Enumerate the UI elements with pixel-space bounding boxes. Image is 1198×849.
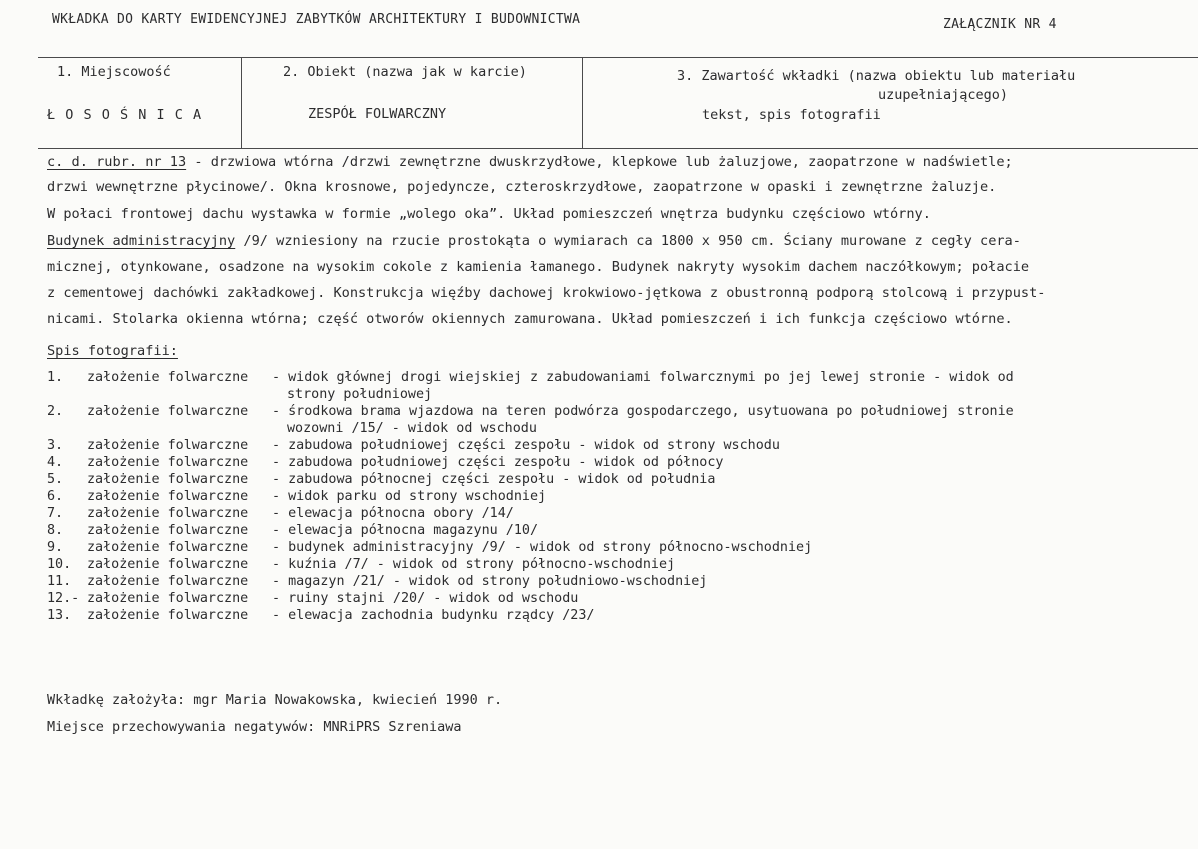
body-p2-line1 xyxy=(47,233,1021,249)
photo-item-number: 10. xyxy=(47,557,72,572)
photo-item-number: 11. xyxy=(47,574,72,589)
col3-label-line2: uzupełniającego) xyxy=(878,87,1009,103)
photo-item-description: - elewacja północna magazynu /10/ xyxy=(272,523,539,538)
col1-label: 1. Miejscowość xyxy=(57,64,171,80)
photo-item-number: 4. xyxy=(47,455,64,470)
col3-label-line1: 3. Zawartość wkładki (nazwa obiektu lub materiału xyxy=(677,68,1076,84)
body-p2-line2: micznej, otynkowane, osadzone na wysokim cokole z kamienia łamanego. Budynek nakryty wysokim dachem naczółkowym; połacie xyxy=(47,259,1030,275)
photo-item-description: - zabudowa południowej części zespołu - widok od strony wschodu xyxy=(272,438,780,453)
col2-label: 2. Obiekt (nazwa jak w karcie) xyxy=(283,64,527,80)
body-p2-line3: z cementowej dachówki zakładkowej. Konstrukcja więźby dachowej krokwiowo-jętkowa z obustronną podporą stolcową i przypust- xyxy=(47,285,1046,301)
photo-item-subject: założenie folwarczne xyxy=(87,404,249,419)
photo-item-subject: założenie folwarczne xyxy=(87,591,249,606)
photo-item-subject: założenie folwarczne xyxy=(87,438,249,453)
photo-item-number: 1. xyxy=(47,370,64,385)
body-p1-line1-text: - drzwiowa wtórna /drzwi zewnętrzne dwuskrzydłowe, klepkowe lub żaluzjowe, zaopatrzone w nadświetle; xyxy=(186,154,1013,170)
photo-item-description: - budynek administracyjny /9/ - widok od strony północno-wschodniej xyxy=(272,540,813,555)
col2-value: ZESPÓŁ FOLWARCZNY xyxy=(308,106,447,122)
photo-item-number: 5. xyxy=(47,472,64,487)
photo-item-number: 12.- xyxy=(47,591,80,606)
photo-item-description: - ruiny stajni /20/ - widok od wschodu xyxy=(272,591,579,606)
footer-storage: Miejsce przechowywania negatywów: MNRiPRS Szreniawa xyxy=(47,719,462,735)
photo-item-number: 2. xyxy=(47,404,64,419)
body-p1-ref: c. d. rubr. nr 13 xyxy=(47,154,187,170)
photo-item-subject: założenie folwarczne xyxy=(87,472,249,487)
photo-item-description: - środkowa brama wjazdowa na teren podwórza gospodarczego, usytuowana po południowej stronie xyxy=(272,404,1014,419)
photo-item-number: 7. xyxy=(47,506,64,521)
photo-item-subject: założenie folwarczne xyxy=(87,574,249,589)
photo-item-description: - magazyn /21/ - widok od strony południowo-wschodniej xyxy=(272,574,708,589)
photo-item-subject: założenie folwarczne xyxy=(87,455,249,470)
photo-item-description: - elewacja północna obory /14/ xyxy=(272,506,514,521)
photo-item-subject: założenie folwarczne xyxy=(87,540,249,555)
body-p2-line4: nicami. Stolarka okienna wtórna; część otworów okiennych zamurowana. Układ pomieszczeń i ich funkcja częściowo wtórne. xyxy=(47,311,1013,327)
col3-value: tekst, spis fotografii xyxy=(702,107,881,123)
photo-item-subject: założenie folwarczne xyxy=(87,557,249,572)
table-divider-1 xyxy=(241,57,242,148)
body-p1-line1 xyxy=(47,154,1013,170)
photo-item-number: 9. xyxy=(47,540,64,555)
table-bottom-border xyxy=(38,148,1198,149)
body-p1-line2: drzwi wewnętrzne płycinowe/. Okna krosnowe, pojedyncze, czteroskrzydłowe, zaopatrzone w opaski i zewnętrzne żaluzje. xyxy=(47,179,997,195)
table-top-border xyxy=(38,57,1198,58)
attachment-number: ZAŁĄCZNIK NR 4 xyxy=(943,17,1057,32)
photo-item-subject: założenie folwarczne xyxy=(87,523,249,538)
photo-item-description: - widok głównej drogi wiejskiej z zabudowaniami folwarcznymi po jej lewej stronie - widok od xyxy=(272,370,1014,385)
photo-item-description: - widok parku od strony wschodniej xyxy=(272,489,547,504)
photo-item-description-continued: wozowni /15/ - widok od wschodu xyxy=(287,421,537,436)
photo-item-number: 6. xyxy=(47,489,64,504)
photo-item-description: - kuźnia /7/ - widok od strony północno-wschodniej xyxy=(272,557,676,572)
photo-item-description: - zabudowa południowej części zespołu - widok od północy xyxy=(272,455,724,470)
photo-item-subject: założenie folwarczne xyxy=(87,370,249,385)
photo-item-description: - elewacja zachodnia budynku rządcy /23/ xyxy=(272,608,595,623)
photo-item-subject: założenie folwarczne xyxy=(87,506,249,521)
photo-item-number: 8. xyxy=(47,523,64,538)
body-p2-line1-text: /9/ wzniesiony na rzucie prostokąta o wymiarach ca 1800 x 950 cm. Ściany murowane z cegły cera- xyxy=(235,233,1021,249)
footer-author: Wkładkę założyła: mgr Maria Nowakowska, kwiecień 1990 r. xyxy=(47,692,503,708)
body-p1-line3: W połaci frontowej dachu wystawka w formie „wolego oka”. Układ pomieszczeń wnętrza budynku częściowo wtórny. xyxy=(47,206,931,222)
table-divider-2 xyxy=(582,57,583,148)
photo-item-subject: założenie folwarczne xyxy=(87,489,249,504)
photo-item-number: 3. xyxy=(47,438,64,453)
body-p2-ref: Budynek administracyjny xyxy=(47,233,236,249)
photo-item-description-continued: strony południowej xyxy=(287,387,433,402)
document-title: WKŁADKA DO KARTY EWIDENCYJNEJ ZABYTKÓW ARCHITEKTURY I BUDOWNICTWA xyxy=(52,12,581,27)
photo-item-description: - zabudowa północnej części zespołu - widok od południa xyxy=(272,472,716,487)
photo-item-number: 13. xyxy=(47,608,72,623)
col1-value: Ł O S O Ś N I C A xyxy=(47,107,203,123)
photos-heading: Spis fotografii: xyxy=(47,343,178,359)
photo-item-subject: założenie folwarczne xyxy=(87,608,249,623)
